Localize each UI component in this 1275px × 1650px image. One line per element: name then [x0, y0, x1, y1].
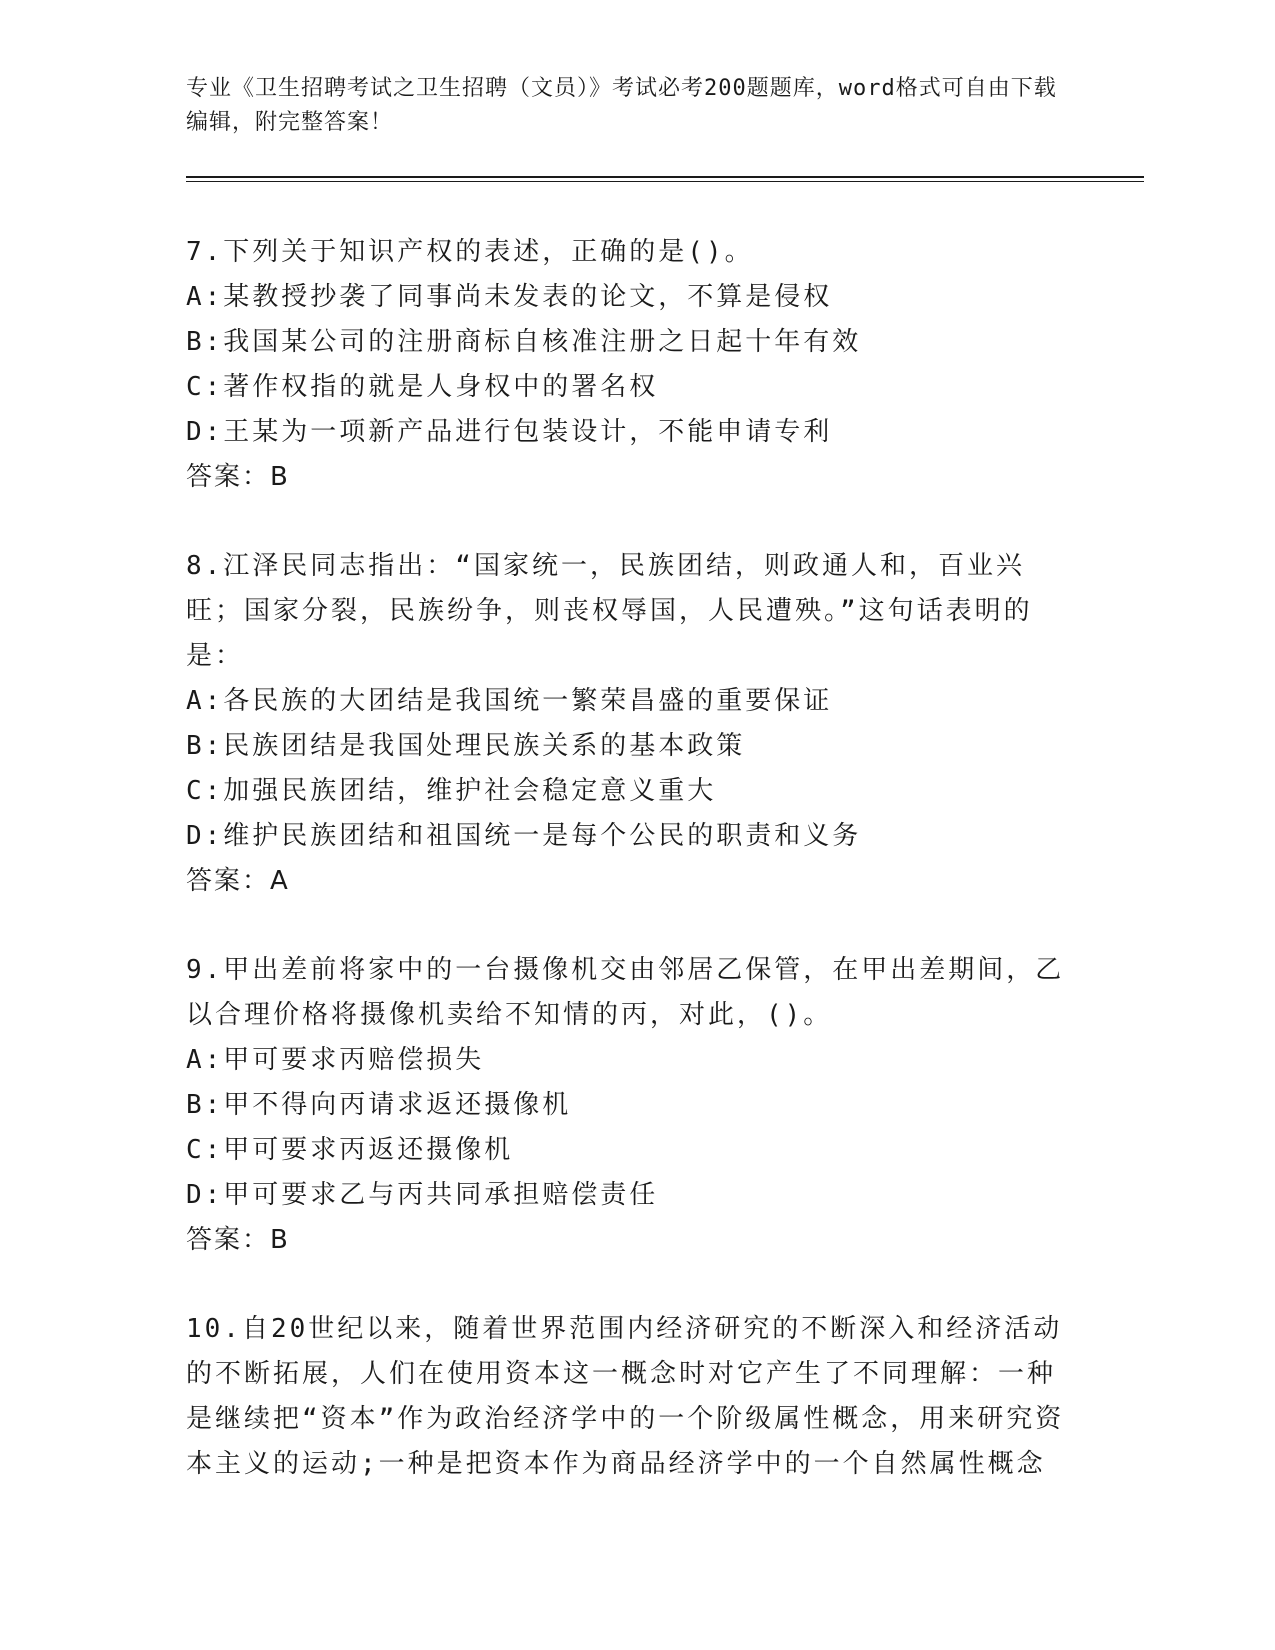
option-a: A:各民族的大团结是我国统一繁荣昌盛的重要保证 — [186, 686, 833, 716]
option-a: A:甲可要求丙赔偿损失 — [186, 1045, 485, 1075]
option-c: C:著作权指的就是人身权中的署名权 — [186, 372, 659, 402]
option-d: D:甲可要求乙与丙共同承担赔偿责任 — [186, 1180, 659, 1210]
question-text: 7.下列关于知识产权的表述，正确的是()。 — [186, 237, 754, 267]
option-c: C:甲可要求丙返还摄像机 — [186, 1135, 514, 1165]
question-7 — [186, 230, 1066, 500]
question-text: 10.自20世纪以来，随着世界范围内经济研究的不断深入和经济活动的不断拓展，人们在使用资本这一概念时对它产生了不同理解：一种是继续把“资本”作为政治经济学中的一个阶级属性概念，用来研究资本主义的运动;一种是把资本作为商品经济学中的一个自然属性概念 — [186, 1314, 1065, 1479]
question-9 — [186, 948, 1066, 1263]
option-a: A:某教授抄袭了同事尚未发表的论文，不算是侵权 — [186, 282, 833, 312]
answer: 答案：A — [186, 866, 290, 896]
answer: 答案：B — [186, 1225, 290, 1255]
header-divider-thin — [186, 181, 1144, 182]
question-text: 8.江泽民同志指出：“国家统一，民族团结，则政通人和，百业兴旺；国家分裂，民族纷争，则丧权辱国，人民遭殃。”这句话表明的是： — [186, 551, 1033, 671]
option-d: D:维护民族团结和祖国统一是每个公民的职责和义务 — [186, 821, 862, 851]
document-header: 专业《卫生招聘考试之卫生招聘（文员）》考试必考200题题库，word格式可自由下载编辑，附完整答案！ — [186, 76, 1057, 135]
header-divider-thick — [186, 176, 1144, 178]
question-8 — [186, 544, 1066, 904]
question-text: 9.甲出差前将家中的一台摄像机交由邻居乙保管，在甲出差期间，乙以合理价格将摄像机卖给不知情的丙，对此，()。 — [186, 955, 1065, 1030]
option-b: B:我国某公司的注册商标自核准注册之日起十年有效 — [186, 327, 862, 357]
question-10 — [186, 1307, 1066, 1487]
option-c: C:加强民族团结，维护社会稳定意义重大 — [186, 776, 717, 806]
answer: 答案：B — [186, 462, 290, 492]
question-list — [186, 230, 1066, 1531]
option-b: B:民族团结是我国处理民族关系的基本政策 — [186, 731, 746, 761]
option-b: B:甲不得向丙请求返还摄像机 — [186, 1090, 572, 1120]
option-d: D:王某为一项新产品进行包装设计，不能申请专利 — [186, 417, 833, 447]
